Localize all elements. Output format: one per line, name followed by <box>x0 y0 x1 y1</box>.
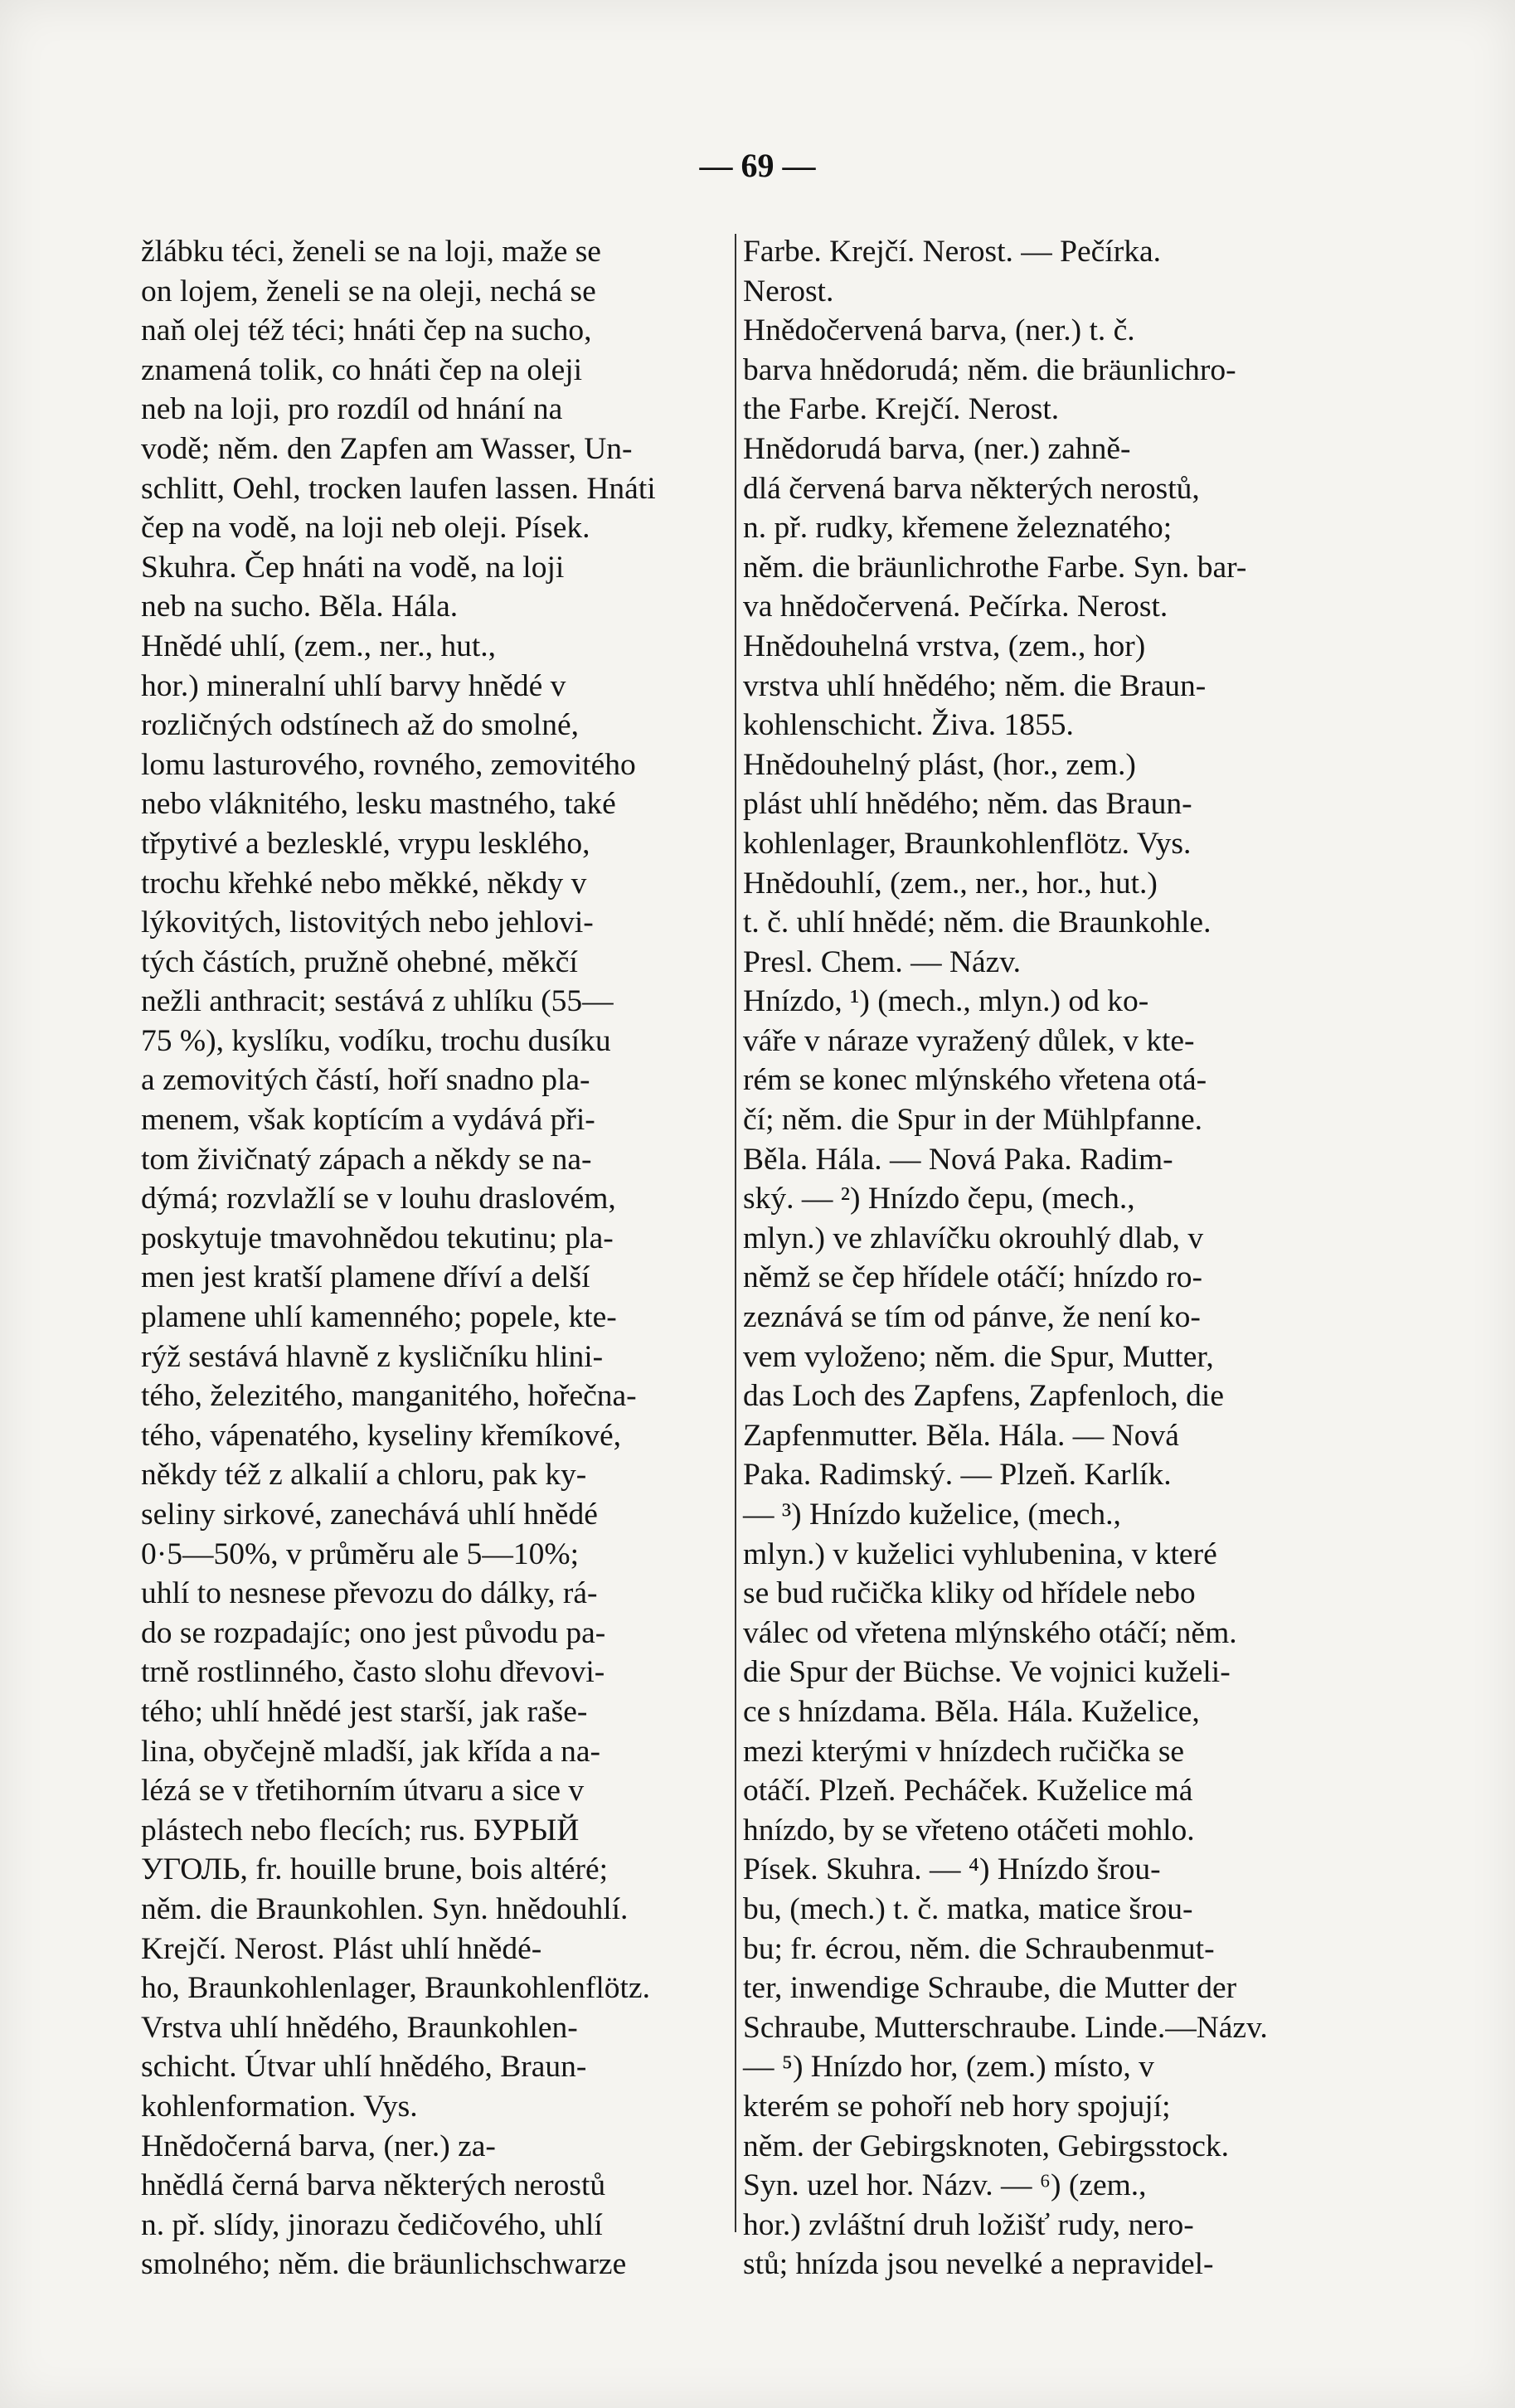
text-line: — ³) Hnízdo kuželice, (mech., <box>743 1498 1121 1532</box>
text-line: seliny sirkové, zanechává uhlí hnědé <box>141 1498 598 1532</box>
text-line: neb na loji, pro rozdíl od hnání na <box>141 392 563 427</box>
text-line: čep na vodě, na loji neb oleji. Písek. <box>141 511 590 546</box>
text-line: bu; fr. écrou, něm. die Schraubenmut- <box>743 1931 1215 1966</box>
text-line: znamená tolik, co hnáti čep na oleji <box>141 352 583 387</box>
text-line: das Loch des Zapfens, Zapfenloch, die <box>743 1379 1224 1414</box>
text-line: vrstva uhlí hnědého; něm. die Braun- <box>743 668 1207 703</box>
text-line: někdy též z alkalií a chloru, pak ky- <box>141 1458 587 1493</box>
text-line: rém se konec mlýnského vřetena otá- <box>743 1063 1207 1098</box>
text-line: se bud ručička kliky od hřídele nebo <box>743 1576 1196 1611</box>
text-line: dýmá; rozvlažlí se v louhu draslovém, <box>141 1182 616 1216</box>
text-line: a zemovitých částí, hoří snadno pla- <box>141 1063 590 1098</box>
page-number: — 69 — <box>699 147 816 184</box>
text-line: n. př. slídy, jinorazu čedičového, uhlí <box>141 2207 603 2242</box>
text-line: mlyn.) v kuželici vyhlubenina, v které <box>743 1537 1217 1571</box>
text-line: tého; uhlí hnědé jest starší, jak raše- <box>141 1694 588 1729</box>
text-line: trochu křehké nebo měkké, někdy v <box>141 866 587 901</box>
text-line: Krejčí. Nerost. Plást uhlí hnědé- <box>141 1931 542 1966</box>
left-text-column <box>141 232 728 2284</box>
text-line: Presl. Chem. — Názv. <box>743 944 1022 979</box>
text-line: něm. die Braunkohlen. Syn. hnědouhlí. <box>141 1891 629 1926</box>
text-line: Nerost. <box>743 274 834 308</box>
text-line: vem vyloženo; něm. die Spur, Mutter, <box>743 1339 1214 1374</box>
text-line: Běla. Hála. — Nová Paka. Radim- <box>743 1142 1173 1177</box>
text-line: lina, obyčejně mladší, jak křída a na- <box>141 1734 600 1769</box>
text-line: nežli anthracit; sestává z uhlíku (55— <box>141 984 614 1019</box>
right-text-column <box>743 232 1340 2284</box>
text-line: mlyn.) ve zhlavíčku okrouhlý dlab, v <box>743 1221 1204 1255</box>
text-line: Schraube, Mutterschraube. Linde.—Názv. <box>743 2010 1268 2045</box>
text-line: ský. — ²) Hnízdo čepu, (mech., <box>743 1182 1135 1216</box>
text-line: lomu lasturového, rovného, zemovitého <box>141 747 636 782</box>
text-line: něm. der Gebirgsknoten, Gebirgsstock. <box>743 2129 1230 2163</box>
text-line: ce s hnízdama. Běla. Hála. Kuželice, <box>743 1694 1200 1729</box>
text-line: čí; něm. die Spur in der Mühlpfanne. <box>743 1103 1203 1138</box>
text-line: kterém se pohoří neb hory spojují; <box>743 2089 1171 2124</box>
text-line: bu, (mech.) t. č. matka, matice šrou- <box>743 1891 1193 1926</box>
text-line: poskytuje tmavohnědou tekutinu; pla- <box>141 1221 614 1255</box>
text-line: Hnědouhlí, (zem., ner., hor., hut.) <box>743 866 1158 901</box>
text-line: on lojem, ženeli se na oleji, nechá se <box>141 274 596 308</box>
text-line: men jest kratší plamene dříví a delší <box>141 1260 590 1295</box>
text-line: hnědlá černá barva některých nerostů <box>141 2168 606 2203</box>
text-line: plástech nebo flecích; rus. БУРЫЙ <box>141 1813 580 1847</box>
text-line: n. př. rudky, křemene železnatého; <box>743 511 1173 546</box>
text-line: kohlenformation. Vys. <box>141 2089 418 2124</box>
text-line: otáčí. Plzeň. Pecháček. Kuželice má <box>743 1774 1193 1808</box>
text-line: tého, vápenatého, kyseliny křemíkové, <box>141 1418 621 1453</box>
text-line: the Farbe. Krejčí. Nerost. <box>743 392 1060 427</box>
text-line: Hnědočerná barva, (ner.) za- <box>141 2129 496 2163</box>
text-line: schicht. Útvar uhlí hnědého, Braun- <box>141 2050 587 2085</box>
text-line: Hnědouhelná vrstva, (zem., hor) <box>743 629 1146 663</box>
text-line: barva hnědorudá; něm. die bräunlichro- <box>743 352 1236 387</box>
text-line: hor.) zvláštní druh ložišť rudy, nero- <box>743 2207 1194 2242</box>
text-line: ho, Braunkohlenlager, Braunkohlenflötz. <box>141 1971 650 2006</box>
text-line: Zapfenmutter. Běla. Hála. — Nová <box>743 1418 1179 1453</box>
text-line: menem, však koptícím a vydává při- <box>141 1103 595 1138</box>
text-line: rozličných odstínech až do smolné, <box>141 708 579 743</box>
text-line: — ⁵) Hnízdo hor, (zem.) místo, v <box>743 2050 1154 2085</box>
text-line: УГОЛЬ, fr. houille brune, bois altéré; <box>141 1852 609 1887</box>
text-line: Farbe. Krejčí. Nerost. — Pečírka. <box>743 235 1161 269</box>
text-line: němž se čep hřídele otáčí; hnízdo ro- <box>743 1260 1202 1295</box>
text-line: žlábku téci, ženeli se na loji, maže se <box>141 235 601 269</box>
text-line: schlitt, Oehl, trocken laufen lassen. Hnáti <box>141 471 656 506</box>
text-line: va hnědočervená. Pečírka. Nerost. <box>743 590 1168 624</box>
text-line: tom živičnatý zápach a někdy se na- <box>141 1142 592 1177</box>
text-line: uhlí to nesnese převozu do dálky, rá- <box>141 1576 598 1611</box>
text-line: do se rozpadajíc; ono jest původu pa- <box>141 1615 606 1650</box>
text-line: smolného; něm. die bräunlichschwarze <box>141 2247 627 2282</box>
text-line: 75 %), kyslíku, vodíku, trochu dusíku <box>141 1023 611 1058</box>
text-line: tých částích, pružně ohebné, měkčí <box>141 944 578 979</box>
text-line: die Spur der Büchse. Ve vojnici kuželi- <box>743 1655 1231 1690</box>
text-line: naň olej též téci; hnáti čep na sucho, <box>141 313 592 348</box>
text-line: hor.) mineralní uhlí barvy hnědé v <box>141 668 566 703</box>
text-line: plást uhlí hnědého; něm. das Braun- <box>743 787 1192 822</box>
column-divider <box>735 234 736 2232</box>
text-line: Písek. Skuhra. — ⁴) Hnízdo šrou- <box>743 1852 1161 1887</box>
text-line: kohlenschicht. Živa. 1855. <box>743 708 1074 743</box>
text-line: Hnědouhelný plást, (hor., zem.) <box>743 747 1136 782</box>
text-line: rýž sestává hlavně z kysličníku hlini- <box>141 1339 604 1374</box>
text-line: váře v náraze vyražený důlek, v kte- <box>743 1023 1195 1058</box>
text-line: stů; hnízda jsou nevelké a nepravidel- <box>743 2247 1214 2282</box>
text-line: Hnědorudá barva, (ner.) zahně- <box>743 431 1131 466</box>
text-line: hnízdo, by se vřeteno otáčeti mohlo. <box>743 1813 1195 1847</box>
text-line: Paka. Radimský. — Plzeň. Karlík. <box>743 1458 1172 1493</box>
text-line: lýkovitých, listovitých nebo jehlovi- <box>141 905 594 940</box>
text-line: dlá červená barva některých nerostů, <box>743 471 1200 506</box>
text-line: neb na sucho. Běla. Hála. <box>141 590 459 624</box>
text-line: Vrstva uhlí hnědého, Braunkohlen- <box>141 2010 578 2045</box>
text-line: tého, železitého, manganitého, hořečna- <box>141 1379 637 1414</box>
text-line: kohlenlager, Braunkohlenflötz. Vys. <box>743 826 1192 861</box>
text-line: Syn. uzel hor. Názv. — ⁶) (zem., <box>743 2168 1147 2203</box>
text-line: ter, inwendige Schraube, die Mutter der <box>743 1971 1237 2006</box>
text-line: třpytivé a bezlesklé, vrypu lesklého, <box>141 826 590 861</box>
text-line: plamene uhlí kamenného; popele, kte- <box>141 1300 617 1335</box>
text-line: Hnízdo, ¹) (mech., mlyn.) od ko- <box>743 984 1149 1019</box>
text-line: něm. die bräunlichrothe Farbe. Syn. bar- <box>743 550 1247 585</box>
text-line: lézá se v třetihorním útvaru a sice v <box>141 1774 585 1808</box>
text-line: Hnědočervená barva, (ner.) t. č. <box>743 313 1135 348</box>
text-line: válec od vřetena mlýnského otáčí; něm. <box>743 1615 1237 1650</box>
text-line: t. č. uhlí hnědé; něm. die Braunkohle. <box>743 905 1212 940</box>
text-line: nebo vláknitého, lesku mastného, také <box>141 787 616 822</box>
text-line: zeznává se tím od pánve, že není ko- <box>743 1300 1201 1335</box>
text-line: mezi kterými v hnízdech ručička se <box>743 1734 1185 1769</box>
text-line: Skuhra. Čep hnáti na vodě, na loji <box>141 550 565 585</box>
text-line: Hnědé uhlí, (zem., ner., hut., <box>141 629 497 663</box>
text-line: trně rostlinného, často slohu dřevovi- <box>141 1655 605 1690</box>
text-line: vodě; něm. den Zapfen am Wasser, Un- <box>141 431 633 466</box>
text-line: 0·5—50%, v průměru ale 5—10%; <box>141 1537 580 1571</box>
